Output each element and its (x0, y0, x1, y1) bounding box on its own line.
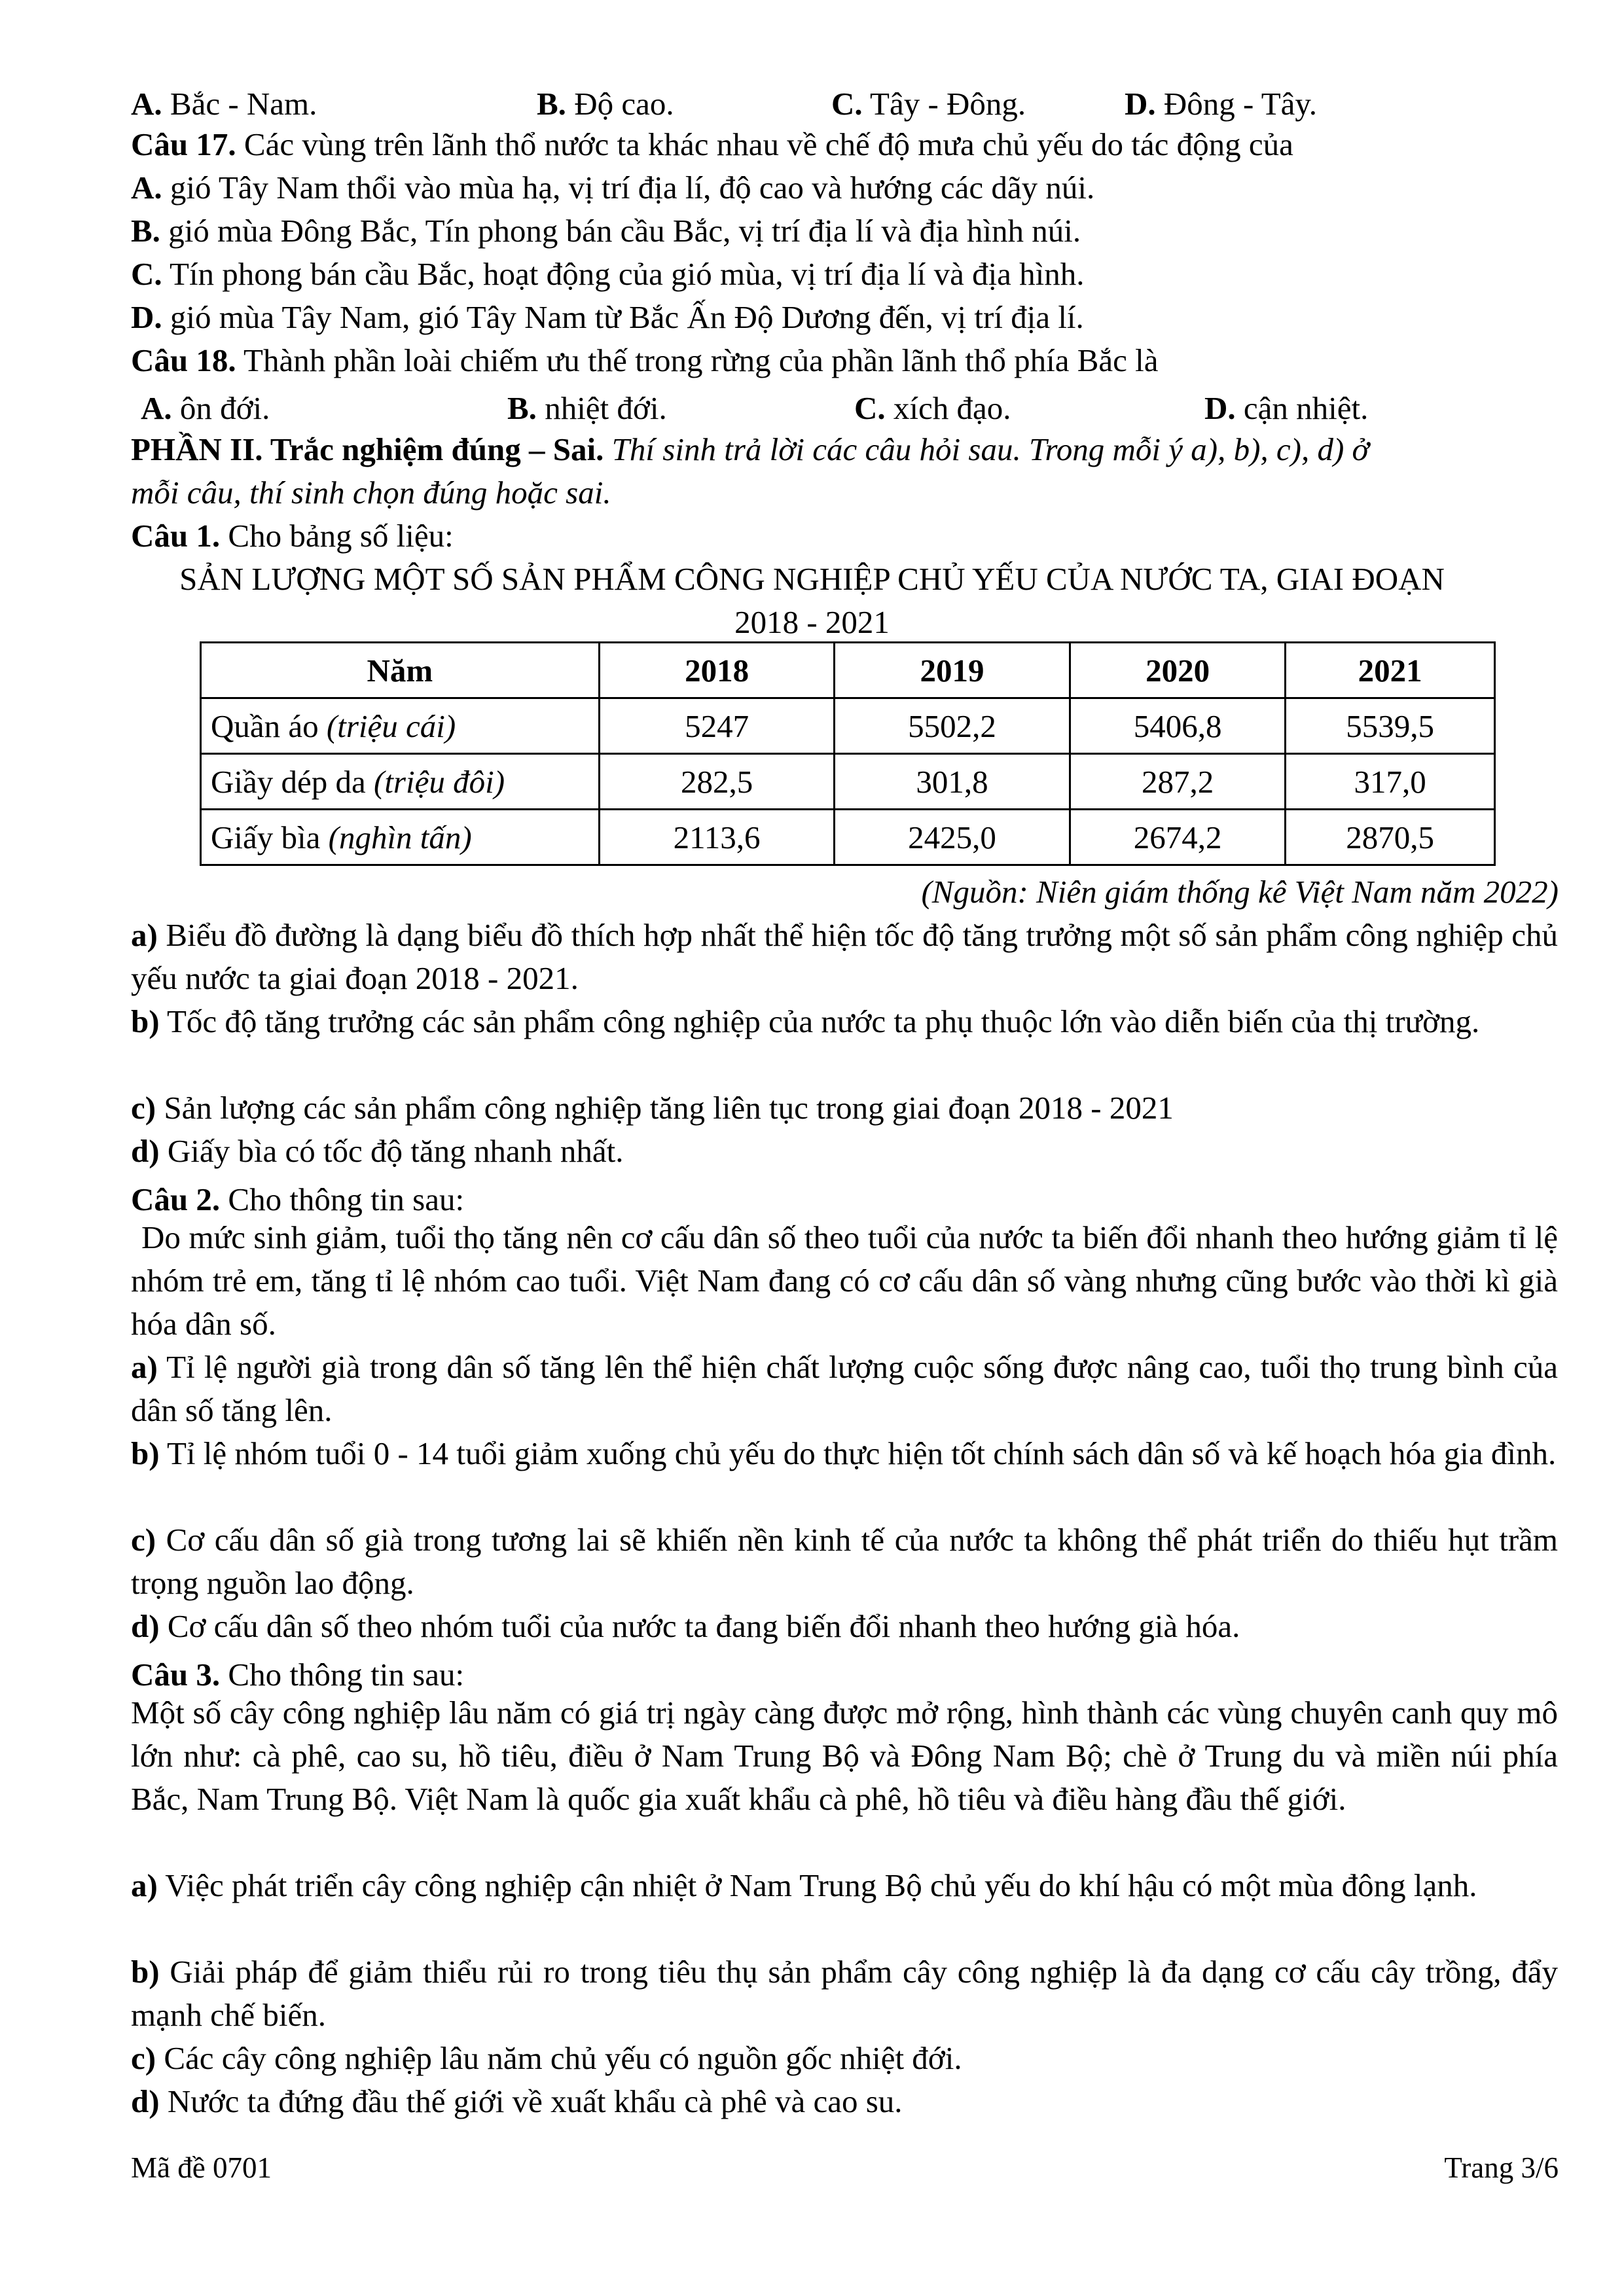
row-label: Giầy dép da (triệu đôi) (201, 754, 600, 810)
c3-item-b: b) Giải pháp để giảm thiểu rủi ro trong tiêu thụ sản phẩm cây công nghiệp là đa dạng cơ cấu cây trồng, đẩy mạnh chế biến. (131, 1954, 1559, 2033)
q18-option-a: A. ôn đới. (141, 390, 270, 426)
q18-option-c: C. xích đạo. (854, 390, 1011, 426)
table-cell: 317,0 (1286, 754, 1495, 810)
c3-item-d: d) Nước ta đứng đầu thế giới về xuất khẩu cà phê và cao su. (131, 2083, 903, 2119)
part2-instruction-cont: mỗi câu, thí sinh chọn đúng hoặc sai. (131, 475, 611, 511)
table-header-cell: 2018 (599, 643, 834, 698)
table-source: (Nguồn: Niên giám thống kê Việt Nam năm 2022) (921, 874, 1559, 910)
c2-stem: Câu 2. Cho thông tin sau: (131, 1181, 465, 1217)
table-row (201, 810, 1495, 865)
part2-heading: PHẦN II. Trắc nghiệm đúng – Sai. Thí sinh trả lời các câu hỏi sau. Trong mỗi ý a), b), c), d) ở (131, 431, 1369, 467)
c2-item-b: b) Tỉ lệ nhóm tuổi 0 - 14 tuổi giảm xuống chủ yếu do thực hiện tốt chính sách dân số và kế hoạch hóa gia đình. (131, 1435, 1557, 1471)
q18-option-b: B. nhiệt đới. (507, 390, 667, 426)
c3-item-c: c) Các cây công nghiệp lâu năm chủ yếu có nguồn gốc nhiệt đới. (131, 2040, 962, 2076)
table-cell: 282,5 (599, 754, 834, 810)
q17-option-c: C. Tín phong bán cầu Bắc, hoạt động của gió mùa, vị trí địa lí và địa hình. (131, 256, 1085, 292)
c3-stem: Câu 3. Cho thông tin sau: (131, 1657, 465, 1693)
q17-stem: Câu 17. Các vùng trên lãnh thổ nước ta khác nhau về chế độ mưa chủ yếu do tác động của (131, 126, 1293, 162)
c2-item-d: d) Cơ cấu dân số theo nhóm tuổi của nước ta đang biến đổi nhanh theo hướng già hóa. (131, 1608, 1240, 1644)
c1-item-c: c) Sản lượng các sản phẩm công nghiệp tăng liên tục trong giai đoạn 2018 - 2021 (131, 1090, 1174, 1126)
c1-stem: Câu 1. Cho bảng số liệu: (131, 518, 454, 554)
c3-info: Một số cây công nghiệp lâu năm có giá trị ngày càng được mở rộng, hình thành các vùng chuyên canh quy mô lớn như: cà phê, cao su, hồ tiêu, điều ở Nam Trung Bộ và Đông Nam Bộ; chè ở Trung du và miền núi phía Bắc, Nam Trung Bộ. Việt Nam là quốc gia xuất khẩu cà phê, hồ tiêu và điều hàng đầu thế giới. (131, 1695, 1558, 1817)
q16-option-a: A. Bắc - Nam. (131, 86, 317, 122)
q17-option-d: D. gió mùa Tây Nam, gió Tây Nam từ Bắc Ấn Độ Dương đến, vị trí địa lí. (131, 299, 1084, 335)
q16-option-c: C. Tây - Đông. (831, 86, 1026, 122)
row-label: Giấy bìa (nghìn tấn) (201, 810, 600, 865)
footer-page-number: Trang 3/6 (1444, 2151, 1559, 2184)
table-title-years: 2018 - 2021 (734, 604, 890, 640)
table-cell: 2113,6 (599, 810, 834, 865)
table-cell: 2425,0 (835, 810, 1070, 865)
table-cell: 2674,2 (1070, 810, 1286, 865)
table-header-cell: 2021 (1286, 643, 1495, 698)
table-cell: 5502,2 (835, 698, 1070, 754)
c1-item-b: b) Tốc độ tăng trưởng các sản phẩm công nghiệp của nước ta phụ thuộc lớn vào diễn biến của thị trường. (131, 1003, 1480, 1039)
footer-exam-code: Mã đề 0701 (131, 2151, 272, 2184)
table-header-cell: 2020 (1070, 643, 1286, 698)
table-cell: 287,2 (1070, 754, 1286, 810)
c2-item-a: a) Tỉ lệ người già trong dân số tăng lên thể hiện chất lượng cuộc sống được nâng cao, tuổi thọ trung bình của dân số tăng lên. (131, 1349, 1558, 1428)
c2-item-c: c) Cơ cấu dân số già trong tương lai sẽ khiến nền kinh tế của nước ta không thể phát triển do thiếu hụt trầm trọng nguồn lao động. (131, 1522, 1559, 1601)
q18-option-d: D. cận nhiệt. (1204, 390, 1369, 426)
table-header-row (201, 643, 1495, 698)
table-cell: 2870,5 (1286, 810, 1495, 865)
q16-option-b: B. Độ cao. (537, 86, 674, 122)
table-title: SẢN LƯỢNG MỘT SỐ SẢN PHẨM CÔNG NGHIỆP CHỦ YẾU CỦA NƯỚC TA, GIAI ĐOẠN (179, 561, 1445, 597)
table-cell: 5406,8 (1070, 698, 1286, 754)
table-cell: 5247 (599, 698, 834, 754)
table-cell: 5539,5 (1286, 698, 1495, 754)
c1-item-d: d) Giấy bìa có tốc độ tăng nhanh nhất. (131, 1133, 624, 1169)
c2-info: Do mức sinh giảm, tuổi thọ tăng nên cơ cấu dân số theo tuổi của nước ta biến đổi nhanh theo hướng giảm tỉ lệ nhóm trẻ em, tăng tỉ lệ nhóm cao tuổi. Việt Nam đang có cơ cấu dân số vàng nhưng cũng bước vào thời kì già hóa dân số. (131, 1219, 1558, 1342)
c1-item-a: a) Biểu đồ đường là dạng biểu đồ thích hợp nhất thể hiện tốc độ tăng trưởng một số sản phẩm công nghiệp chủ yếu nước ta giai đoạn 2018 - 2021. (131, 917, 1558, 996)
q16-option-d: D. Đông - Tây. (1125, 86, 1317, 122)
q18-stem: Câu 18. Thành phần loài chiếm ưu thế trong rừng của phần lãnh thổ phía Bắc là (131, 342, 1159, 378)
c3-item-a: a) Việc phát triển cây công nghiệp cận nhiệt ở Nam Trung Bộ chủ yếu do khí hậu có một mùa đông lạnh. (131, 1867, 1477, 1903)
row-label: Quần áo (triệu cái) (201, 698, 600, 754)
table-row (201, 698, 1495, 754)
q17-option-b: B. gió mùa Đông Bắc, Tín phong bán cầu Bắc, vị trí địa lí và địa hình núi. (131, 213, 1081, 249)
table-cell: 301,8 (835, 754, 1070, 810)
table-header-cell: 2019 (835, 643, 1070, 698)
q17-option-a: A. gió Tây Nam thổi vào mùa hạ, vị trí địa lí, độ cao và hướng các dãy núi. (131, 170, 1095, 206)
production-table (200, 641, 1496, 866)
table-row (201, 754, 1495, 810)
table-header-cell: Năm (201, 643, 600, 698)
